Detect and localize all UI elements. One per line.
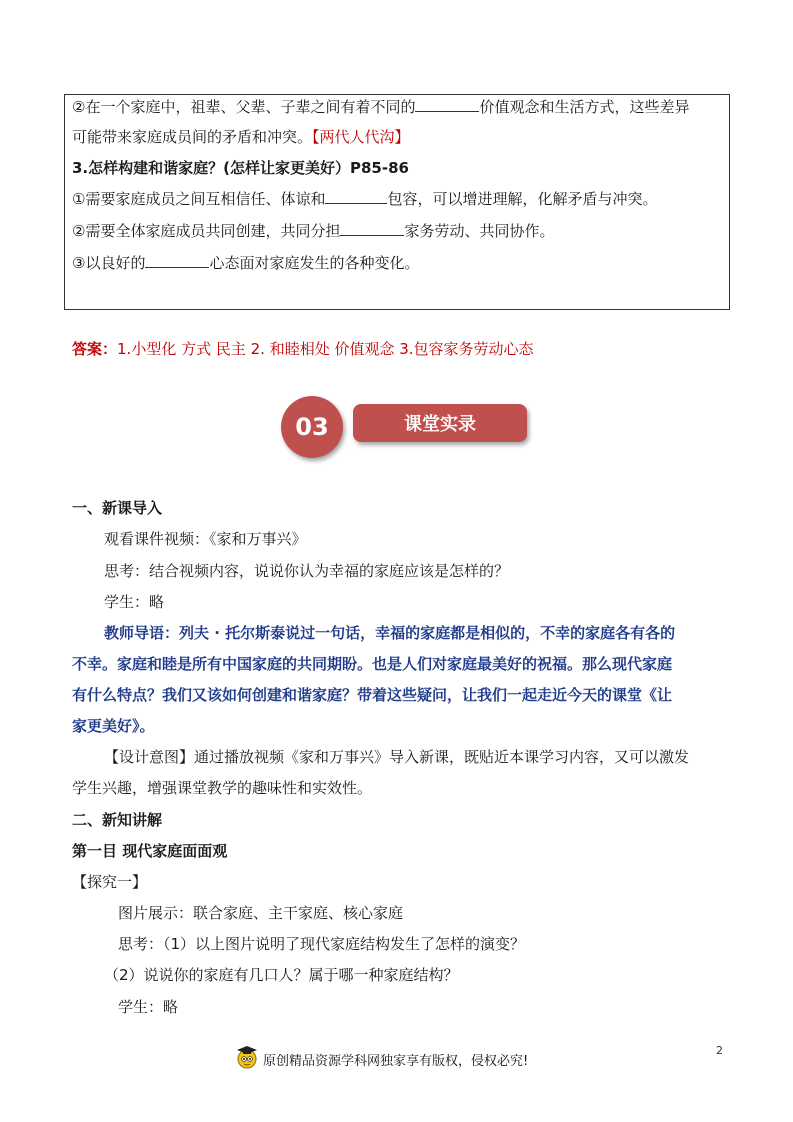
page-number: 2 (716, 1044, 723, 1057)
picture-display-line: 图片展示：联合家庭、主干家庭、核心家庭 (118, 904, 404, 922)
student-line: 学生：略 (104, 593, 165, 611)
footer (235, 1046, 528, 1072)
box-line-2: 可能带来家庭成员间的矛盾和冲突。【两代人代沟】 (72, 128, 410, 146)
teacher-guide-line-4: 家更美好》。 (72, 717, 155, 735)
fill-blank (340, 220, 404, 236)
section-number-badge: 03 (281, 396, 343, 458)
question-2: （2）说说你的家庭有几口人？属于哪一种家庭结构？ (104, 966, 459, 984)
box-item-3: ③以良好的 心态面对家庭发生的各种变化。 (72, 254, 420, 272)
design-intent-line-1: 【设计意图】通过播放视频《家和万事兴》导入新课，既贴近本课学习内容，又可以激发 (104, 748, 690, 766)
section-1-title: 一、新课导入 (72, 499, 163, 517)
box-heading-3: 3.怎样构建和谐家庭？(怎样让家更美好）P85-86 (72, 159, 409, 177)
fill-blank (415, 96, 479, 112)
teacher-guide-line-3: 有什么特点？我们又该如何创建和谐家庭？带着这些疑问，让我们一起走近今天的课堂《让 (72, 686, 673, 704)
box-line-1: ②在一个家庭中，祖辈、父辈、子辈之间有着不同的 价值观念和生活方式，这些差异 (72, 98, 690, 116)
fill-blank (145, 252, 209, 268)
copyright-text: 原创精品资源学科网独家享有版权，侵权必究! (263, 1053, 529, 1069)
section-title-badge: 课堂实录 (353, 404, 527, 442)
teacher-guide-line-2: 不幸。家庭和睦是所有中国家庭的共同期盼。也是人们对家庭最美好的祝福。那么现代家庭 (72, 655, 673, 673)
think-line: 思考：结合视频内容，说说你认为幸福的家庭应该是怎样的？ (104, 562, 510, 580)
section-2-title: 二、新知讲解 (72, 811, 163, 829)
generation-gap-tag: 【两代人代沟】 (312, 128, 410, 146)
design-intent-line-2: 学生兴趣，增强课堂教学的趣味性和实效性。 (72, 779, 373, 797)
video-line: 观看课件视频：《家和万事兴》 (104, 530, 307, 548)
question-1: 思考：（1）以上图片说明了现代家庭结构发生了怎样的演变？ (118, 935, 526, 953)
answer-text: 1.小型化 方式 民主 2. 和睦相处 价值观念 3.包容家务劳动心态 (117, 340, 534, 358)
subsection-title: 第一目 现代家庭面面观 (72, 842, 228, 860)
student-answer: 学生：略 (118, 998, 179, 1016)
answer-label: 答案： (72, 340, 118, 358)
box-item-1: ①需要家庭成员之间互相信任、体谅和 包容，可以增进理解，化解矛盾与冲突。 (72, 190, 658, 208)
teacher-guide-line-1: 教师导语：列夫 · 托尔斯泰说过一句话，幸福的家庭都是相似的，不幸的家庭各有各的 (104, 624, 676, 642)
answer-line (72, 338, 534, 360)
graduate-mascot-icon (235, 1044, 259, 1074)
fill-blank (325, 188, 387, 204)
box-item-2: ②需要全体家庭成员共同创建，共同分担 家务劳动、共同协作。 (72, 222, 555, 240)
explore-label: 【探究一】 (72, 873, 148, 891)
